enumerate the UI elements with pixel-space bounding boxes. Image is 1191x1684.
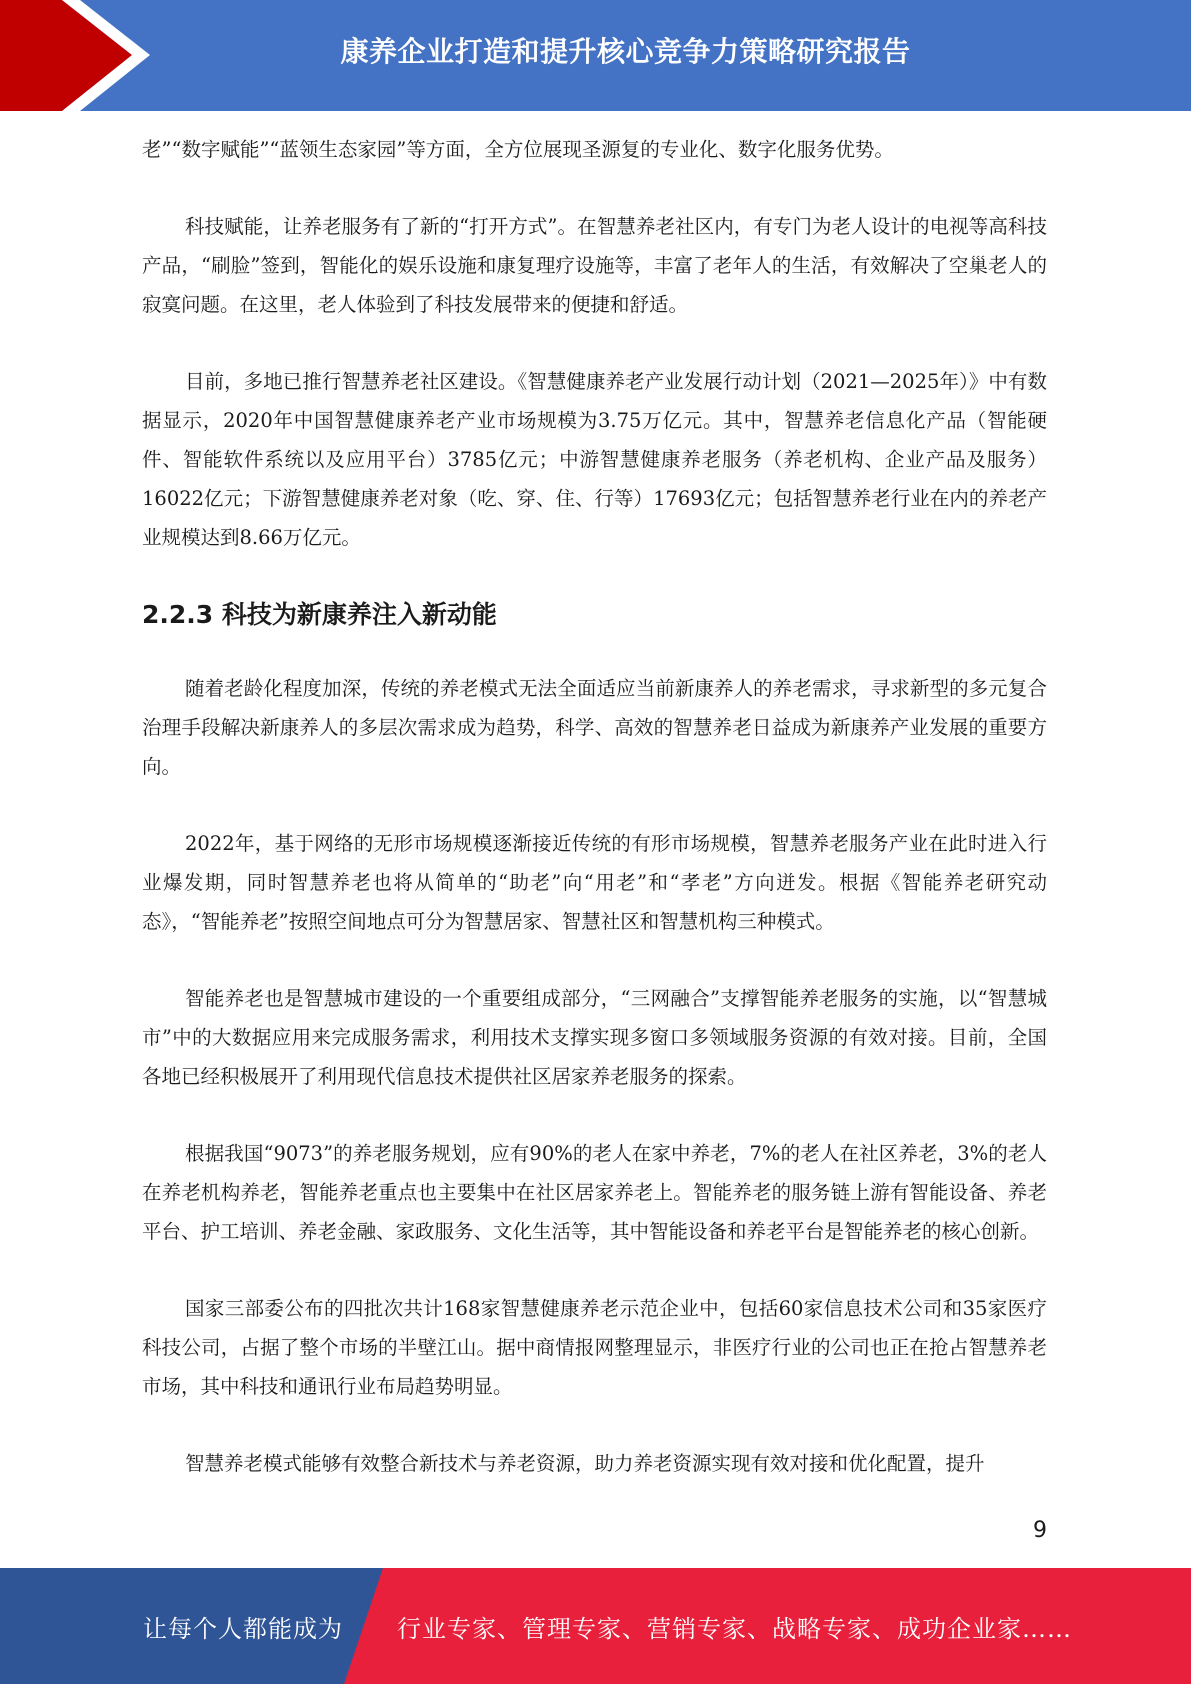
footer-slogan-left: 让每个人都能成为 bbox=[143, 1614, 343, 1643]
paragraph: 2022年，基于网络的无形市场规模逐渐接近传统的有形市场规模，智慧养老服务产业在此时进入行业爆发期，同时智慧养老也将从简单的“助老”向“用老”和“孝老”方向迸发。根据《智能养老研究动态》，“智能养老”按照空间地点可分为智慧居家、智慧社区和智慧机构三种模式。 bbox=[142, 832, 1047, 933]
paragraph: 目前，多地已推行智慧养老社区建设。《智慧健康养老产业发展行动计划（2021—2025年）》中有数据显示，2020年中国智慧健康养老产业市场规模为3.75万亿元。其中，智慧养老信息化产品（智能硬件、智能软件系统以及应用平台）3785亿元；中游智慧健康养老服务（养老机构、企业产品及服务）16022亿元；下游智慧健康养老对象（吃、穿、住、行等）17693亿元；包括智慧养老行业在内的养老产业规模达到8.66万亿元。 bbox=[142, 370, 1047, 549]
paragraph: 智慧养老模式能够有效整合新技术与养老资源，助力养老资源实现有效对接和优化配置，提升 bbox=[185, 1452, 985, 1475]
page-footer bbox=[0, 1568, 1191, 1684]
report-title: 康养企业打造和提升核心竞争力策略研究报告 bbox=[340, 35, 911, 68]
paragraph: 随着老龄化程度加深，传统的养老模式无法全面适应当前新康养人的养老需求，寻求新型的多元复合治理手段解决新康养人的多层次需求成为趋势，科学、高效的智慧养老日益成为新康养产业发展的重要方向。 bbox=[142, 677, 1047, 778]
paragraph: 国家三部委公布的四批次共计168家智慧健康养老示范企业中，包括60家信息技术公司和35家医疗科技公司，占据了整个市场的半壁江山。据中商情报网整理显示，非医疗行业的公司也正在抢占智慧养老市场，其中科技和通讯行业布局趋势明显。 bbox=[142, 1297, 1047, 1398]
page-header bbox=[0, 0, 1191, 111]
paragraph: 根据我国“9073”的养老服务规划，应有90%的老人在家中养老，7%的老人在社区养老，3%的老人在养老机构养老，智能养老重点也主要集中在社区居家养老上。智能养老的服务链上游有智能设备、养老平台、护工培训、养老金融、家政服务、文化生活等，其中智能设备和养老平台是智能养老的核心创新。 bbox=[142, 1142, 1047, 1243]
page-number: 9 bbox=[1033, 1518, 1047, 1543]
paragraph-continued: 老”“数字赋能”“蓝领生态家园”等方面，全方位展现圣源复的专业化、数字化服务优势。 bbox=[142, 138, 894, 161]
footer-slogan-right: 行业专家、管理专家、营销专家、战略专家、成功企业家…… bbox=[397, 1614, 1072, 1643]
paragraph: 科技赋能，让养老服务有了新的“打开方式”。在智慧养老社区内，有专门为老人设计的电视等高科技产品，“刷脸”签到，智能化的娱乐设施和康复理疗设施等，丰富了老年人的生活，有效解决了空巢老人的寂寞问题。在这里，老人体验到了科技发展带来的便捷和舒适。 bbox=[142, 215, 1047, 316]
section-heading: 2.2.3 科技为新康养注入新动能 bbox=[142, 600, 497, 629]
red-chevron-decoration bbox=[0, 0, 160, 111]
paragraph: 智能养老也是智慧城市建设的一个重要组成部分，“三网融合”支撑智能养老服务的实施，以“智慧城市”中的大数据应用来完成服务需求，利用技术支撑实现多窗口多领域服务资源的有效对接。目前，全国各地已经积极展开了利用现代信息技术提供社区居家养老服务的探索。 bbox=[142, 987, 1047, 1088]
page-body bbox=[142, 130, 1047, 1521]
